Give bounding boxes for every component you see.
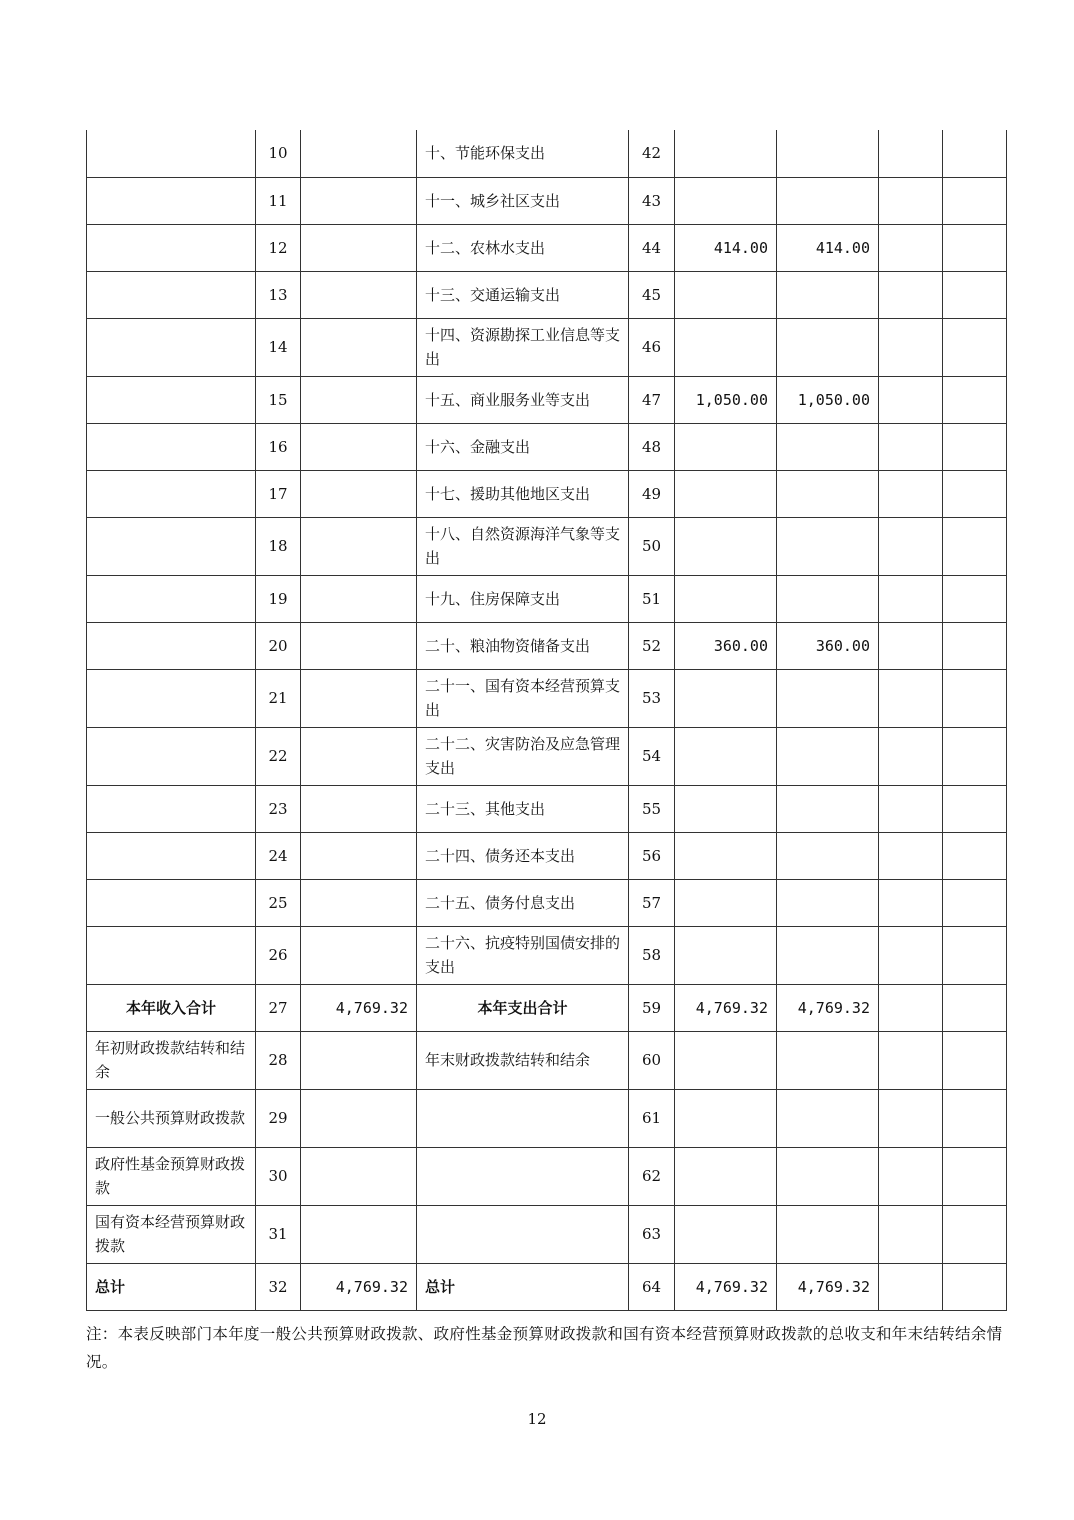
expense-row-number: 51 <box>629 575 675 622</box>
year-total-row <box>87 984 1007 1031</box>
table-row <box>87 669 1007 727</box>
expense-general: 414.00 <box>777 224 879 271</box>
expense-row-number: 53 <box>629 669 675 727</box>
row-number: 22 <box>256 727 301 785</box>
expense-total <box>675 177 777 224</box>
table-row <box>87 575 1007 622</box>
expense-total <box>675 130 777 177</box>
expense-total: 360.00 <box>675 622 777 669</box>
expense-item: 十五、商业服务业等支出 <box>417 376 629 423</box>
expense-total: 4,769.32 <box>675 984 777 1031</box>
expense-general <box>777 271 879 318</box>
expense-item: 十一、城乡社区支出 <box>417 177 629 224</box>
fiscal-appropriation-table <box>86 130 1007 1311</box>
row-number: 28 <box>256 1031 301 1089</box>
expense-item: 十九、住房保障支出 <box>417 575 629 622</box>
expense-general: 360.00 <box>777 622 879 669</box>
row-number: 25 <box>256 879 301 926</box>
row-number: 24 <box>256 832 301 879</box>
expense-row-number: 64 <box>629 1263 675 1310</box>
expense-item: 十、节能环保支出 <box>417 130 629 177</box>
expense-row-number: 57 <box>629 879 675 926</box>
carry-row <box>87 1089 1007 1147</box>
expense-total <box>675 832 777 879</box>
expense-item: 十二、农林水支出 <box>417 224 629 271</box>
row-number: 29 <box>256 1089 301 1147</box>
expense-row-number: 59 <box>629 984 675 1031</box>
expense-general <box>777 727 879 785</box>
expense-row-number: 45 <box>629 271 675 318</box>
expense-row-number: 58 <box>629 926 675 984</box>
expense-item: 十三、交通运输支出 <box>417 271 629 318</box>
expense-total <box>675 926 777 984</box>
carry-row <box>87 1147 1007 1205</box>
expense-general <box>777 517 879 575</box>
table-row <box>87 879 1007 926</box>
expense-row-number: 44 <box>629 224 675 271</box>
expense-item: 十七、援助其他地区支出 <box>417 470 629 517</box>
expense-row-number: 61 <box>629 1089 675 1147</box>
carry-row <box>87 1205 1007 1263</box>
expense-total <box>675 879 777 926</box>
carry-label: 国有资本经营预算财政拨款 <box>87 1205 256 1263</box>
row-number: 14 <box>256 318 301 376</box>
expense-total: 1,050.00 <box>675 376 777 423</box>
grand-total-general: 4,769.32 <box>777 1263 879 1310</box>
expense-total <box>675 423 777 470</box>
expense-item: 十六、金融支出 <box>417 423 629 470</box>
row-number: 21 <box>256 669 301 727</box>
expense-total <box>675 470 777 517</box>
expense-row-number: 63 <box>629 1205 675 1263</box>
expense-row-number: 46 <box>629 318 675 376</box>
table-note: 注：本表反映部门本年度一般公共预算财政拨款、政府性基金预算财政拨款和国有资本经营预算财政拨款的总收支和年末结转结余情况。 <box>86 1325 1003 1371</box>
row-number: 17 <box>256 470 301 517</box>
expense-row-number: 48 <box>629 423 675 470</box>
expense-row-number: 43 <box>629 177 675 224</box>
table-row <box>87 376 1007 423</box>
row-number: 32 <box>256 1263 301 1310</box>
expense-item: 二十三、其他支出 <box>417 785 629 832</box>
table-row <box>87 470 1007 517</box>
grand-total-row <box>87 1263 1007 1310</box>
income-total-label: 本年收入合计 <box>87 984 256 1031</box>
expense-general: 1,050.00 <box>777 376 879 423</box>
page-number: 12 <box>527 1410 547 1428</box>
table-row <box>87 832 1007 879</box>
carry-right-label <box>417 1205 629 1263</box>
expense-item: 二十、粮油物资储备支出 <box>417 622 629 669</box>
row-number: 30 <box>256 1147 301 1205</box>
row-number: 13 <box>256 271 301 318</box>
row-number: 31 <box>256 1205 301 1263</box>
expense-row-number: 50 <box>629 517 675 575</box>
grand-total-expense: 4,769.32 <box>675 1263 777 1310</box>
table-row <box>87 224 1007 271</box>
table-row <box>87 130 1007 177</box>
expense-row-number: 62 <box>629 1147 675 1205</box>
expense-item: 二十二、灾害防治及应急管理支出 <box>417 727 629 785</box>
expense-row-number: 52 <box>629 622 675 669</box>
expense-total-label: 本年支出合计 <box>417 984 629 1031</box>
expense-general <box>777 879 879 926</box>
expense-total <box>675 669 777 727</box>
row-number: 10 <box>256 130 301 177</box>
expense-total <box>675 271 777 318</box>
expense-total <box>675 727 777 785</box>
expense-row-number: 49 <box>629 470 675 517</box>
grand-total-label: 总计 <box>87 1263 256 1310</box>
expense-general <box>777 575 879 622</box>
table-row <box>87 727 1007 785</box>
carry-label: 政府性基金预算财政拨款 <box>87 1147 256 1205</box>
carry-label: 年初财政拨款结转和结余 <box>87 1031 256 1089</box>
table-row <box>87 318 1007 376</box>
expense-general <box>777 470 879 517</box>
expense-row-number: 42 <box>629 130 675 177</box>
grand-total-label-2: 总计 <box>417 1263 629 1310</box>
carry-label: 一般公共预算财政拨款 <box>87 1089 256 1147</box>
income-total: 4,769.32 <box>301 984 417 1031</box>
row-number: 15 <box>256 376 301 423</box>
expense-total <box>675 575 777 622</box>
expense-general <box>777 785 879 832</box>
expense-general <box>777 423 879 470</box>
expense-item: 十四、资源勘探工业信息等支出 <box>417 318 629 376</box>
row-number: 19 <box>256 575 301 622</box>
row-number: 26 <box>256 926 301 984</box>
expense-general <box>777 318 879 376</box>
table-row <box>87 423 1007 470</box>
expense-total <box>675 785 777 832</box>
row-number: 20 <box>256 622 301 669</box>
expense-general <box>777 130 879 177</box>
row-number: 23 <box>256 785 301 832</box>
row-number: 27 <box>256 984 301 1031</box>
carry-right-label <box>417 1147 629 1205</box>
carry-right-label: 年末财政拨款结转和结余 <box>417 1031 629 1089</box>
row-number: 18 <box>256 517 301 575</box>
expense-item: 二十一、国有资本经营预算支出 <box>417 669 629 727</box>
table-row <box>87 271 1007 318</box>
expense-row-number: 56 <box>629 832 675 879</box>
carry-row <box>87 1031 1007 1089</box>
expense-general <box>777 669 879 727</box>
table-row <box>87 926 1007 984</box>
table-row <box>87 177 1007 224</box>
expense-row-number: 54 <box>629 727 675 785</box>
expense-row-number: 55 <box>629 785 675 832</box>
row-number: 16 <box>256 423 301 470</box>
expense-item: 二十四、债务还本支出 <box>417 832 629 879</box>
grand-total-income: 4,769.32 <box>301 1263 417 1310</box>
expense-general: 4,769.32 <box>777 984 879 1031</box>
table-row <box>87 517 1007 575</box>
expense-total <box>675 517 777 575</box>
expense-general <box>777 177 879 224</box>
expense-item: 二十六、抗疫特别国债安排的支出 <box>417 926 629 984</box>
row-number: 12 <box>256 224 301 271</box>
table-row <box>87 785 1007 832</box>
table-row <box>87 622 1007 669</box>
expense-row-number: 47 <box>629 376 675 423</box>
expense-total: 414.00 <box>675 224 777 271</box>
expense-row-number: 60 <box>629 1031 675 1089</box>
expense-item: 十八、自然资源海洋气象等支出 <box>417 517 629 575</box>
expense-total <box>675 318 777 376</box>
expense-item: 二十五、债务付息支出 <box>417 879 629 926</box>
row-number: 11 <box>256 177 301 224</box>
expense-general <box>777 926 879 984</box>
expense-general <box>777 832 879 879</box>
carry-right-label <box>417 1089 629 1147</box>
